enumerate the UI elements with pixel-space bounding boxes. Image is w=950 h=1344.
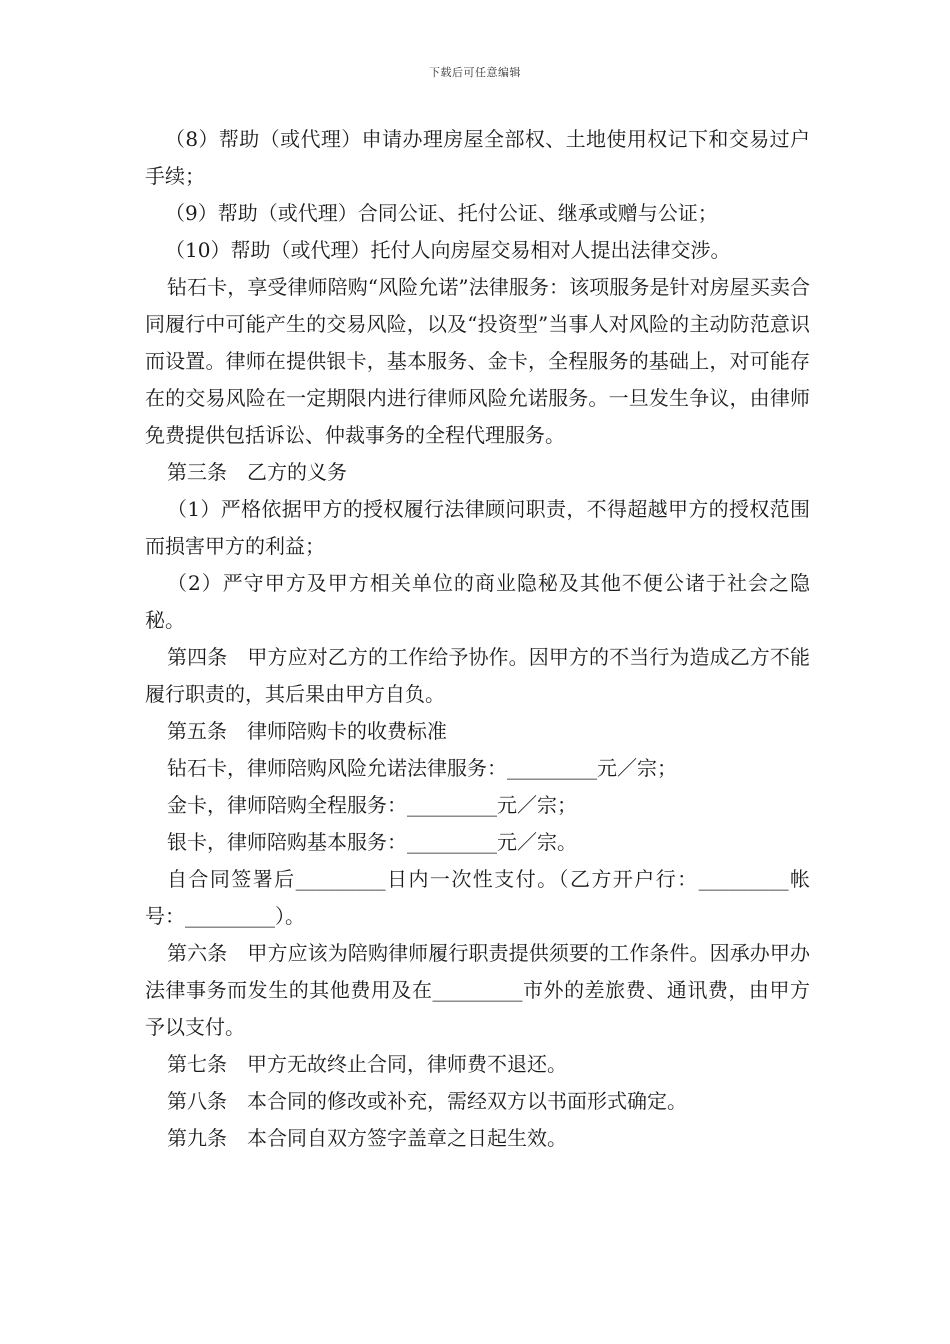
paragraph-item-8: （8）帮助（或代理）申请办理房屋全部权、土地使用权记下和交易过户手续； — [145, 127, 810, 188]
payment-terms: 自合同签署后_________日内一次性支付。（乙方开户行：_________帐号：_________）。 — [145, 867, 810, 928]
article-3-item-1: （1）严格依据甲方的授权履行法律顾问职责，不得超越甲方的授权范围而损害甲方的利益； — [145, 497, 810, 558]
article-8: 第八条 本合同的修改或补充，需经双方以书面形式确定。 — [167, 1089, 687, 1113]
paragraph-item-9: （9）帮助（或代理）合同公证、托付公证、继承或赠与公证； — [165, 201, 718, 225]
article-4: 第四条 甲方应对乙方的工作给予协作。因甲方的不当行为造成乙方不能履行职责的，其后果由甲方自负。 — [145, 645, 810, 706]
page-header: 下载后可任意编辑 — [429, 66, 521, 79]
article-3-heading: 第三条 乙方的义务 — [167, 460, 347, 484]
article-3-item-2: （2）严守甲方及甲方相关单位的商业隐秘及其他不便公诸于社会之隐秘。 — [145, 571, 810, 632]
paragraph-diamond-card: 钻石卡，享受律师陪购“风险允诺”法律服务：该项服务是针对房屋买卖合同履行中可能产生的交易风险，以及“投资型”当事人对风险的主动防范意识而设置。律师在提供银卡，基本服务、金卡，全程服务的基础上，对可能存在的交易风险在一定期限内进行律师风险允诺服务。一旦发生争议，由律师免费提供包括诉讼、仲裁事务的全程代理服务。 — [145, 275, 810, 447]
fee-gold-card: 金卡，律师陪购全程服务：_________元／宗； — [167, 793, 577, 817]
article-7: 第七条 甲方无故终止合同，律师费不退还。 — [167, 1052, 567, 1076]
fee-diamond-card: 钻石卡，律师陪购风险允诺法律服务：_________元／宗； — [167, 756, 677, 780]
article-6: 第六条 甲方应该为陪购律师履行职责提供须要的工作条件。因承办甲办法律事务而发生的其他费用及在_________市外的差旅费、通讯费，由甲方予以支付。 — [145, 941, 810, 1039]
article-5-heading: 第五条 律师陪购卡的收费标准 — [167, 719, 447, 743]
article-9: 第九条 本合同自双方签字盖章之日起生效。 — [167, 1126, 567, 1150]
fee-silver-card: 银卡，律师陪购基本服务：_________元／宗。 — [167, 830, 577, 854]
document-body — [145, 121, 810, 1157]
paragraph-item-10: （10）帮助（或代理）托付人向房屋交易相对人提出法律交涉。 — [165, 238, 731, 262]
